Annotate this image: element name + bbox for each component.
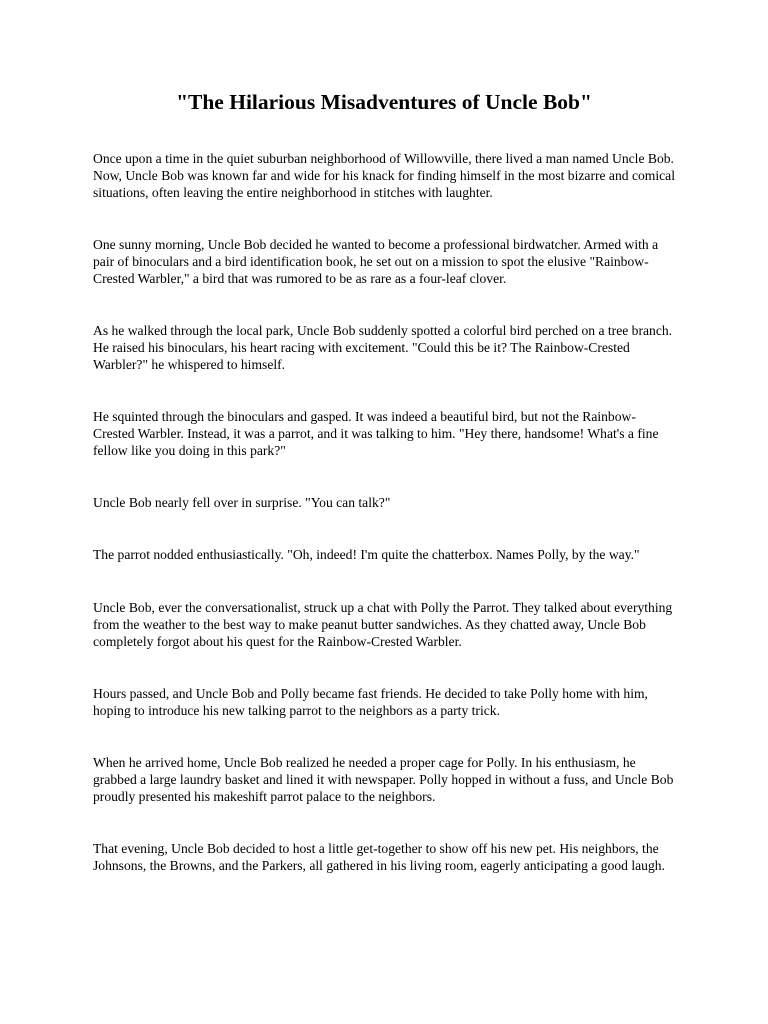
paragraph: One sunny morning, Uncle Bob decided he wanted to become a professional birdwatcher. Armed with a pair of binoculars and a bird identification book, he set out on a mission to spot the elusive "Rainbow-Crested Warbler," a bird that was rumored to be as rare as a four-leaf clover.: [93, 237, 659, 287]
paragraph: Once upon a time in the quiet suburban neighborhood of Willowville, there lived a man named Uncle Bob. Now, Uncle Bob was known far and wide for his knack for finding himself in the most bizarre and comical situations, often leaving the entire neighborhood in stitches with laughter.: [93, 151, 675, 201]
paragraph: Uncle Bob, ever the conversationalist, struck up a chat with Polly the Parrot. They talked about everything from the weather to the best way to make peanut butter sandwiches. As they chatted away, Uncle Bob completely forgot about his quest for the Rainbow-Crested Warbler.: [93, 600, 673, 650]
paragraph: As he walked through the local park, Uncle Bob suddenly spotted a colorful bird perched on a tree branch. He raised his binoculars, his heart racing with excitement. "Could this be it? The Rainbow-Crested Warbler?" he whispered to himself.: [93, 323, 673, 373]
paragraph: The parrot nodded enthusiastically. "Oh, indeed! I'm quite the chatterbox. Names Polly, by the way.": [93, 547, 640, 562]
paragraph: When he arrived home, Uncle Bob realized he needed a proper cage for Polly. In his enthusiasm, he grabbed a large laundry basket and lined it with newspaper. Polly hopped in without a fuss, and Uncle Bob proudly presented his makeshift parrot palace to the neighbors.: [93, 755, 674, 805]
paragraph: He squinted through the binoculars and gasped. It was indeed a beautiful bird, but not the Rainbow-Crested Warbler. Instead, it was a parrot, and it was talking to him. "Hey there, handsome! What's a fine fellow like you doing in this park?": [93, 409, 659, 459]
paragraph: That evening, Uncle Bob decided to host a little get-together to show off his new pet. His neighbors, the Johnsons, the Browns, and the Parkers, all gathered in his living room, eagerly anticipating a good laugh.: [93, 841, 665, 874]
paragraph: Hours passed, and Uncle Bob and Polly became fast friends. He decided to take Polly home with him, hoping to introduce his new talking parrot to the neighbors as a party trick.: [93, 686, 648, 719]
document-title: "The Hilarious Misadventures of Uncle Bob": [176, 90, 592, 114]
paragraph: Uncle Bob nearly fell over in surprise. "You can talk?": [93, 495, 391, 510]
